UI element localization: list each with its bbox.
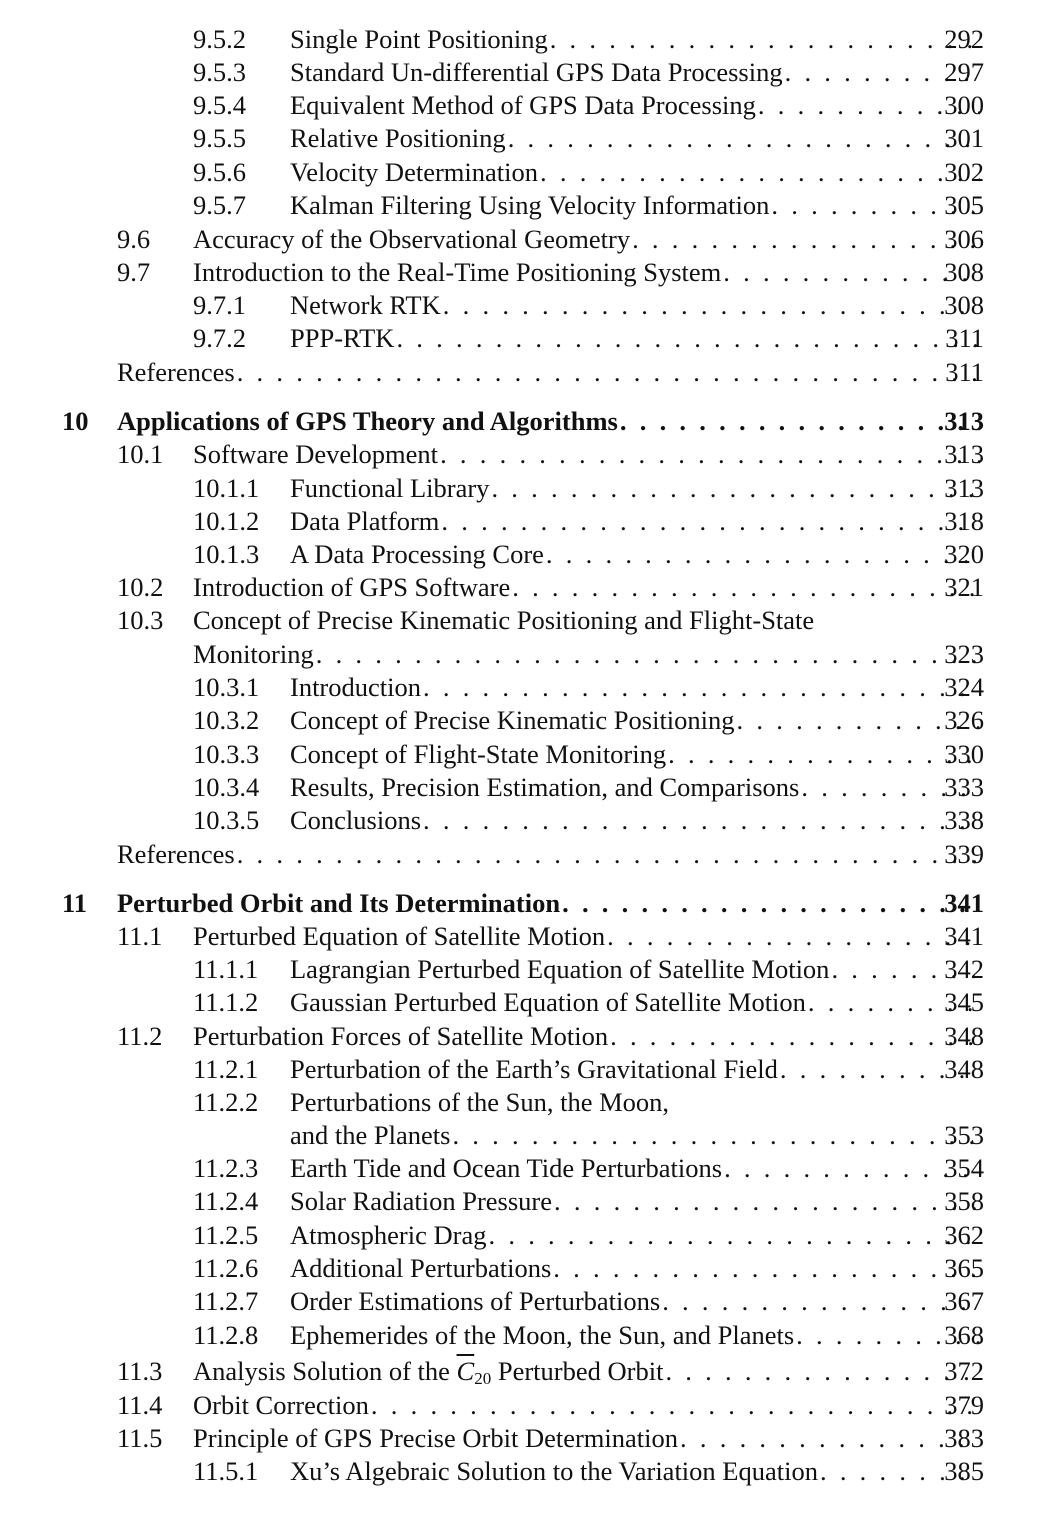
toc-entry-title: Gaussian Perturbed Equation of Satellite Motion xyxy=(290,987,806,1017)
toc-entry-row xyxy=(0,288,1038,322)
toc-entry-number: 10.3.4 xyxy=(193,772,260,802)
toc-entry-row xyxy=(0,637,1038,671)
dot-leader xyxy=(371,1388,980,1422)
toc-entry-row xyxy=(0,1151,1038,1185)
dot-leader xyxy=(562,886,980,920)
dot-leader xyxy=(423,803,980,837)
dot-leader xyxy=(441,504,980,538)
toc-entry-number: 11.2.1 xyxy=(193,1054,259,1084)
toc-page-number: 324 xyxy=(944,672,984,702)
toc-entry-row xyxy=(0,1085,1038,1119)
toc-entry-title: Single Point Positioning xyxy=(290,24,548,54)
toc-entry-row xyxy=(0,770,1038,804)
toc-page-number: 341 xyxy=(944,921,984,951)
toc-entry-row xyxy=(0,603,1038,637)
toc-entry-number: 11.1.1 xyxy=(193,954,259,984)
dot-leader xyxy=(316,637,980,671)
toc-entry-row xyxy=(0,537,1038,571)
toc-entry-number: 11.1.2 xyxy=(193,987,259,1017)
toc-page-number: 323 xyxy=(944,639,984,669)
toc-entry-title: Atmospheric Drag xyxy=(290,1220,487,1250)
toc-entry-row xyxy=(0,1284,1038,1318)
dot-leader xyxy=(512,570,980,604)
toc-page-number: 308 xyxy=(944,290,984,320)
dot-leader xyxy=(662,1284,980,1318)
toc-entry-row xyxy=(0,1421,1038,1455)
toc-page-number: 338 xyxy=(944,805,984,835)
toc-entry-number: 11.2.5 xyxy=(193,1220,259,1250)
toc-entry-number: 11.2.3 xyxy=(193,1153,259,1183)
coefficient-subscript: 20 xyxy=(474,1369,492,1388)
toc-page-number: 311 xyxy=(945,323,984,353)
toc-page-number: 313 xyxy=(944,439,984,469)
coefficient-symbol: $\overline{C}$ xyxy=(456,1356,475,1386)
toc-entry-title: Equivalent Method of GPS Data Processing xyxy=(290,90,756,120)
toc-page-number: 367 xyxy=(944,1286,984,1316)
toc-page-number: 313 xyxy=(944,473,984,503)
dot-leader xyxy=(508,121,980,155)
toc-references-row xyxy=(0,355,1038,389)
toc-page-number: 333 xyxy=(944,772,984,802)
toc-page-number: 297 xyxy=(944,57,984,87)
toc-entry-title: Network RTK xyxy=(290,290,441,320)
toc-entry-title: Relative Positioning xyxy=(290,123,506,153)
toc-page-number: 321 xyxy=(944,572,984,602)
toc-entry-title: Ephemerides of the Moon, the Sun, and Planets xyxy=(290,1320,795,1350)
toc-entry-row xyxy=(0,22,1038,56)
toc-entry-number: 9.5.4 xyxy=(193,90,246,120)
dot-leader xyxy=(607,919,980,953)
toc-entry-title: Principle of GPS Precise Orbit Determination xyxy=(193,1423,679,1453)
toc-page-number: 300 xyxy=(944,90,984,120)
toc-references-row xyxy=(0,837,1038,871)
toc-entry-number: 9.5.5 xyxy=(193,123,246,153)
toc-entry-number: 9.5.3 xyxy=(193,57,246,87)
toc-page-number: 318 xyxy=(944,506,984,536)
dot-leader xyxy=(632,222,980,256)
toc-entry-row xyxy=(0,1118,1038,1152)
toc-entry-number: 10.3 xyxy=(117,605,164,635)
toc-entry-title: Additional Perturbations xyxy=(290,1253,552,1283)
toc-page-number: 345 xyxy=(944,987,984,1017)
toc-entry-title: Earth Tide and Ocean Tide Perturbations xyxy=(290,1153,723,1183)
toc-entry-title: Data Platform xyxy=(290,506,440,536)
dot-leader xyxy=(540,155,980,189)
toc-entry-number: 11.2 xyxy=(117,1021,163,1051)
toc-entry-title: Standard Un-differential GPS Data Processing xyxy=(290,57,783,87)
toc-entry-title: A Data Processing Core xyxy=(290,539,544,569)
toc-page-number: 313 xyxy=(944,406,984,436)
toc-page-number: 379 xyxy=(944,1390,984,1420)
toc-entry-row xyxy=(0,919,1038,953)
toc-page-number: 358 xyxy=(944,1186,984,1216)
toc-entry-row xyxy=(0,737,1038,771)
toc-entry-number: 10.3.3 xyxy=(193,739,260,769)
toc-entry-number: 11.2.7 xyxy=(193,1286,259,1316)
toc-entry-title: Conclusions xyxy=(290,805,422,835)
toc-entry-title: Accuracy of the Observational Geometry xyxy=(193,224,631,254)
toc-entry-title: Introduction to the Real-Time Positioning System xyxy=(193,257,722,287)
toc-page-number: 302 xyxy=(944,157,984,187)
toc-entry-number: 10.3.2 xyxy=(193,705,260,735)
toc-entry-title: Introduction xyxy=(290,672,421,702)
toc-entry-title: Perturbations of the Sun, the Moon, xyxy=(290,1087,670,1117)
toc-entry-title: Perturbed Equation of Satellite Motion xyxy=(193,921,606,951)
dot-leader xyxy=(423,670,980,704)
toc-entry-number: 9.5.6 xyxy=(193,157,246,187)
toc-page-number: 320 xyxy=(944,539,984,569)
dot-leader xyxy=(610,1019,980,1053)
toc-chapter-row xyxy=(0,404,1038,438)
toc-page-number: 365 xyxy=(944,1253,984,1283)
toc-page-number: 341 xyxy=(944,888,984,918)
toc-page-number: 348 xyxy=(944,1054,984,1084)
toc-entry-title: Concept of Precise Kinematic Positioning and Flight-State xyxy=(193,605,815,635)
dot-leader xyxy=(723,255,980,289)
toc-page-number: 301 xyxy=(944,123,984,153)
toc-entry-number: 9.5.7 xyxy=(193,190,246,220)
toc-entry-title: and the Planets xyxy=(290,1120,451,1150)
toc-entry-row xyxy=(0,188,1038,222)
toc-entry-row xyxy=(0,1251,1038,1285)
dot-leader xyxy=(554,1184,980,1218)
toc-page-number: 362 xyxy=(944,1220,984,1250)
dot-leader xyxy=(546,537,980,571)
toc-entry-row xyxy=(0,88,1038,122)
toc-entry-row xyxy=(0,55,1038,89)
toc-entry-title: Results, Precision Estimation, and Comparisons xyxy=(290,772,800,802)
dot-leader xyxy=(237,837,980,871)
dot-leader xyxy=(553,1251,980,1285)
toc-entry-number: 11.2.8 xyxy=(193,1320,259,1350)
toc-entry-number: 11.2.6 xyxy=(193,1253,259,1283)
toc-entry-title: Perturbation of the Earth’s Gravitational Field xyxy=(290,1054,778,1084)
toc-entry-row xyxy=(0,1184,1038,1218)
toc-entry-number: 11.3 xyxy=(117,1356,163,1386)
toc-entry-row xyxy=(0,1354,1038,1388)
toc-entry-row xyxy=(0,155,1038,189)
toc-entry-row xyxy=(0,255,1038,289)
toc-entry-number: 9.7 xyxy=(117,257,151,287)
toc-entry-row xyxy=(0,504,1038,538)
toc-entry-number: 9.7.1 xyxy=(193,290,246,320)
toc-entry-title: Xu’s Algebraic Solution to the Variation Equation xyxy=(290,1456,818,1486)
toc-entry-number: 11.2.4 xyxy=(193,1186,259,1216)
toc-entry-row xyxy=(0,471,1038,505)
toc-entry-row xyxy=(0,1388,1038,1422)
toc-entry-row xyxy=(0,985,1038,1019)
dot-leader xyxy=(724,1151,980,1185)
toc-entry-row xyxy=(0,1019,1038,1053)
toc-entry-row xyxy=(0,670,1038,704)
dot-leader xyxy=(491,471,980,505)
toc-entry-title: Solar Radiation Pressure xyxy=(290,1186,553,1216)
toc-entry-title: Lagrangian Perturbed Equation of Satellite Motion xyxy=(290,954,830,984)
toc-entry-number: 10.1.1 xyxy=(193,473,260,503)
toc-entry-title: Orbit Correction xyxy=(193,1390,369,1420)
toc-page-number: 353 xyxy=(944,1120,984,1150)
toc-page-number: 342 xyxy=(944,954,984,984)
toc-entry-title: Monitoring xyxy=(193,639,314,669)
toc-page-number: 326 xyxy=(944,705,984,735)
toc-entry-row xyxy=(0,952,1038,986)
toc-entry-number: 10.1.3 xyxy=(193,539,260,569)
dot-leader xyxy=(237,355,980,389)
dot-leader xyxy=(620,404,980,438)
toc-entry-title: Functional Library xyxy=(290,473,490,503)
toc-page-number: 339 xyxy=(944,839,984,869)
toc-entry-row xyxy=(0,703,1038,737)
toc-entry-row xyxy=(0,1218,1038,1252)
toc-entry-number: 10.3.5 xyxy=(193,805,260,835)
toc-entry-number: 11.1 xyxy=(117,921,163,951)
toc-entry-title: References xyxy=(117,357,235,387)
toc-entry-row xyxy=(0,1052,1038,1086)
toc-entry-row xyxy=(0,1454,1038,1488)
toc-entry-title: Perturbation Forces of Satellite Motion xyxy=(193,1021,609,1051)
toc-entry-title: References xyxy=(117,839,235,869)
dot-leader xyxy=(668,737,980,771)
toc-page-number: 372 xyxy=(944,1356,984,1386)
dot-leader xyxy=(550,22,980,56)
toc-entry-title: Analysis Solution of the $\overline{C}_{20}$ Perturbed Orbit xyxy=(193,1356,664,1388)
toc-entry-number: 10.2 xyxy=(117,572,164,602)
toc-page-number: 311 xyxy=(945,357,984,387)
toc-entry-title: Introduction of GPS Software xyxy=(193,572,511,602)
toc-page-number: 348 xyxy=(944,1021,984,1051)
toc-entry-row xyxy=(0,222,1038,256)
toc-entry-row xyxy=(0,1318,1038,1352)
toc-entry-title: PPP-RTK xyxy=(290,323,395,353)
dot-leader xyxy=(452,1118,980,1152)
toc-entry-title: Applications of GPS Theory and Algorithms xyxy=(117,406,618,436)
toc-entry-number: 11.4 xyxy=(117,1390,163,1420)
toc-page-number: 305 xyxy=(944,190,984,220)
toc-entry-number: 9.7.2 xyxy=(193,323,246,353)
toc-page-number: 292 xyxy=(944,24,984,54)
toc-entry-title: Perturbed Orbit and Its Determination xyxy=(117,888,561,918)
dot-leader xyxy=(440,437,980,471)
toc-entry-number: 10.3.1 xyxy=(193,672,260,702)
toc-entry-title: Software Development xyxy=(193,439,439,469)
toc-entry-number: 10.1.2 xyxy=(193,506,260,536)
toc-entry-number: 11.5 xyxy=(117,1423,163,1453)
toc-entry-title: Order Estimations of Perturbations xyxy=(290,1286,661,1316)
toc-entry-title: Concept of Flight-State Monitoring xyxy=(290,739,667,769)
toc-entry-row xyxy=(0,321,1038,355)
toc-entry-title: Concept of Precise Kinematic Positioning xyxy=(290,705,735,735)
dot-leader xyxy=(680,1421,980,1455)
toc-chapter-row xyxy=(0,886,1038,920)
toc-entry-title: Velocity Determination xyxy=(290,157,538,187)
toc-entry-number: 10.1 xyxy=(117,439,164,469)
toc-entry-number: 9.6 xyxy=(117,224,151,254)
toc-entry-number: 11.2.2 xyxy=(193,1087,259,1117)
dot-leader xyxy=(489,1218,981,1252)
toc-page-number: 308 xyxy=(944,257,984,287)
toc-entry-row xyxy=(0,803,1038,837)
toc-page-number: 368 xyxy=(944,1320,984,1350)
toc-entry-number: 9.5.2 xyxy=(193,24,246,54)
toc-page-number: 354 xyxy=(944,1153,984,1183)
toc-entry-number: 10 xyxy=(62,406,89,436)
toc-entry-row xyxy=(0,570,1038,604)
toc-page-number: 383 xyxy=(944,1423,984,1453)
dot-leader xyxy=(443,288,980,322)
toc-entry-number: 11.5.1 xyxy=(193,1456,259,1486)
toc-entry-title: Kalman Filtering Using Velocity Information xyxy=(290,190,770,220)
toc-page-number: 330 xyxy=(944,739,984,769)
toc-entry-row xyxy=(0,437,1038,471)
toc-entry-number: 11 xyxy=(62,888,88,918)
toc-page-number: 306 xyxy=(944,224,984,254)
toc-page-number: 385 xyxy=(944,1456,984,1486)
dot-leader xyxy=(396,321,980,355)
toc-entry-row xyxy=(0,121,1038,155)
